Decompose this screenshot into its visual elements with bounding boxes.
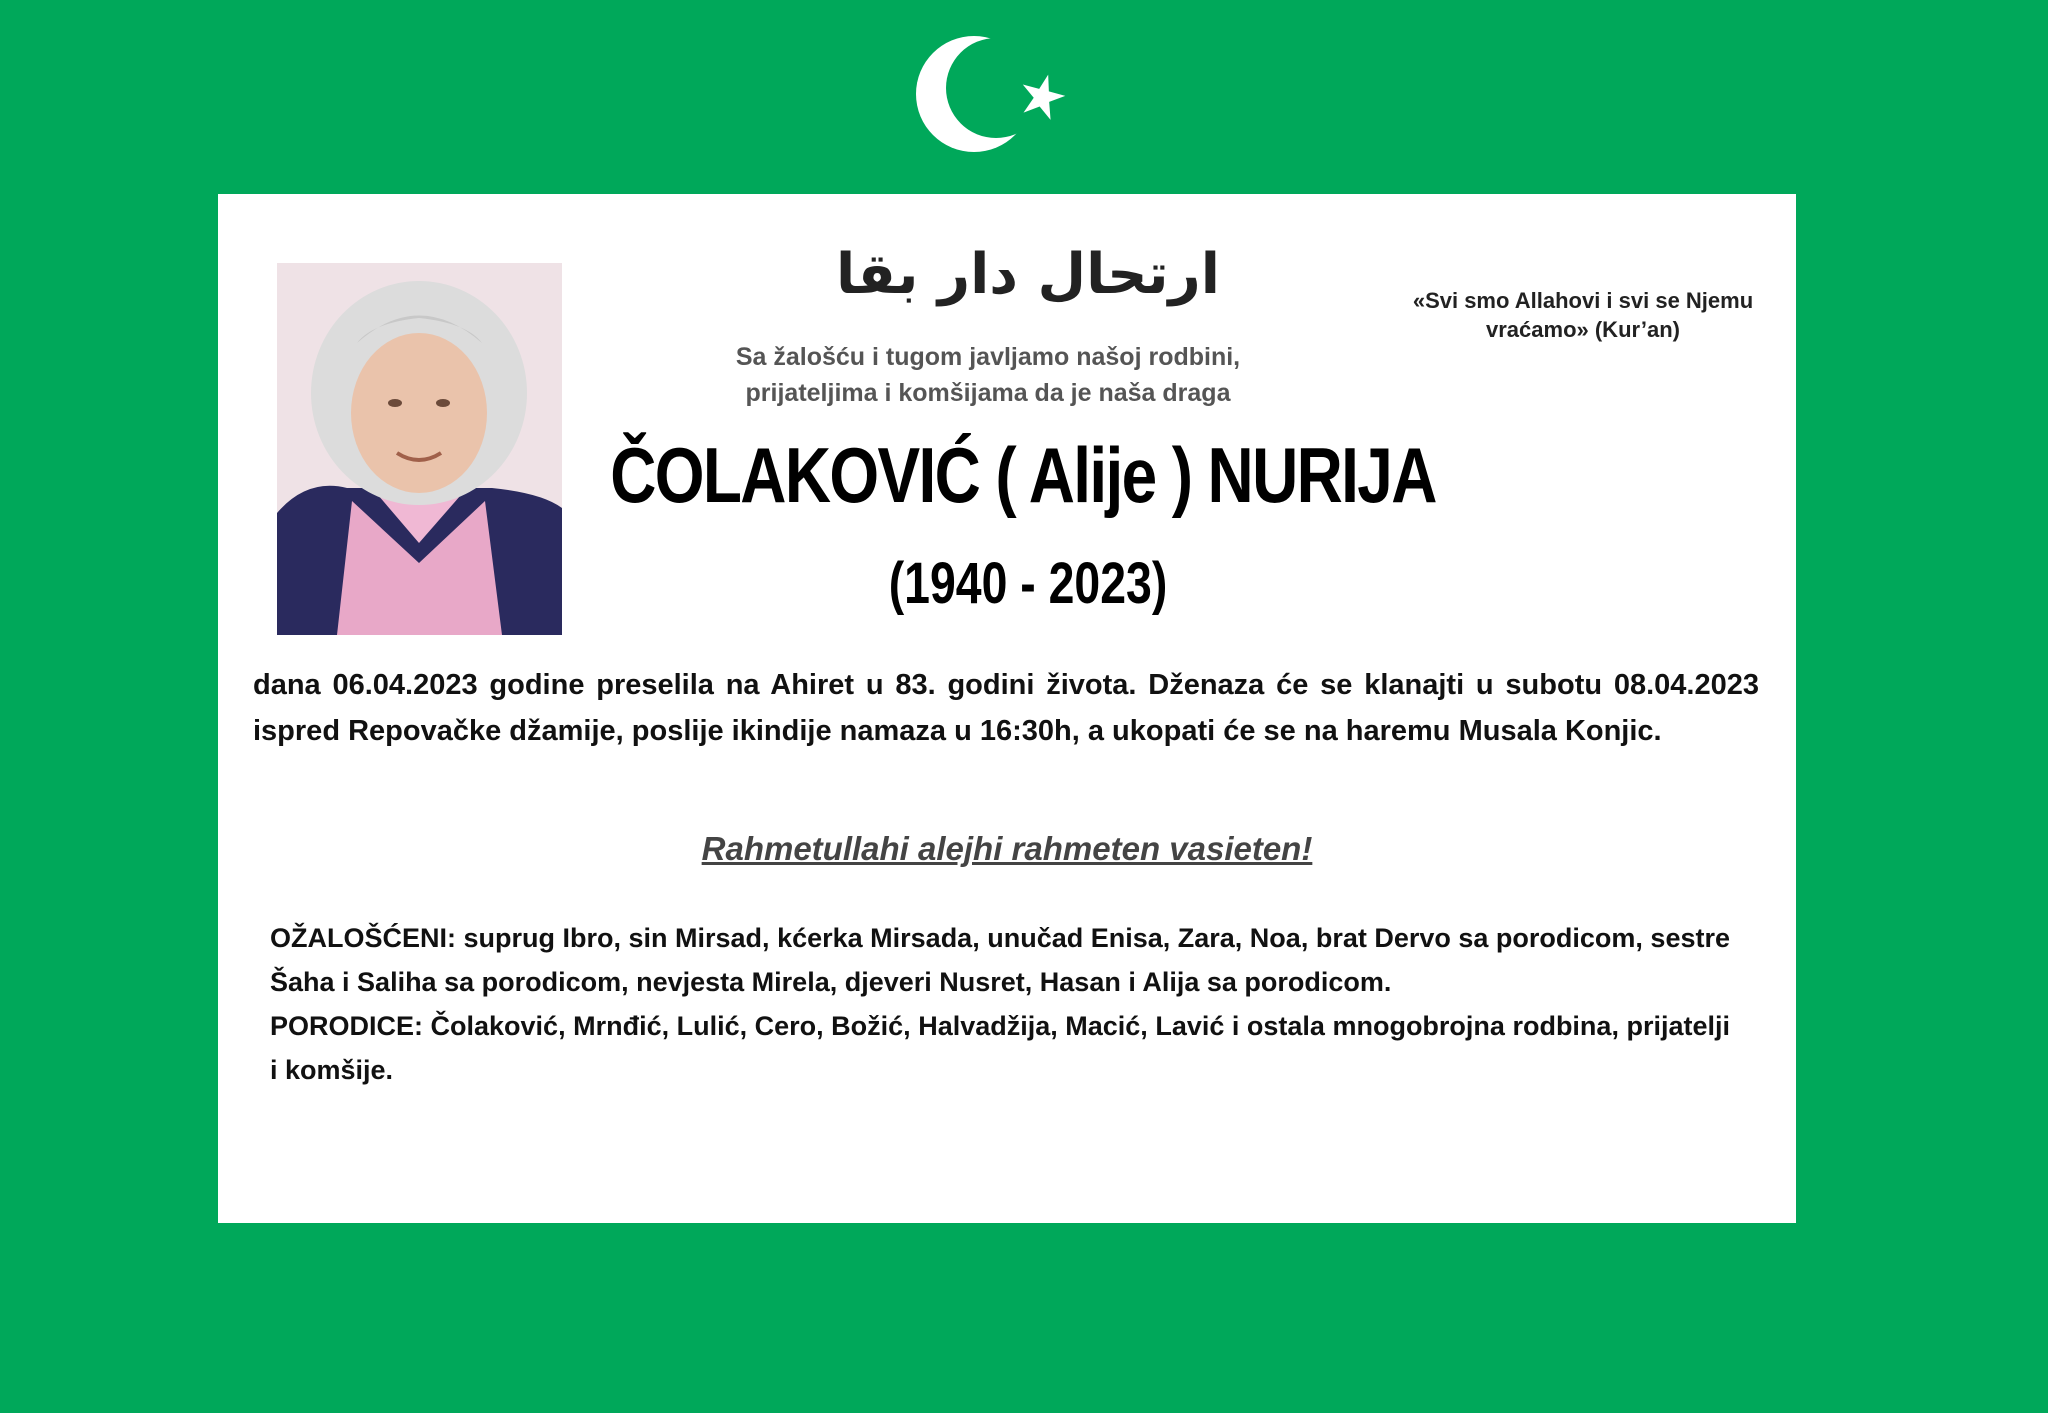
funeral-announcement: dana 06.04.2023 godine preselila na Ahiret u 83. godini života. Dženaza će se klanajti u subotu 08.04.2023 ispred Repovačke džamije, poslije ikindije namaza u 16:30h, a ukopati će se na haremu Musala Konjic. [253,669,1759,747]
families-list: PORODICE: Čolaković, Mrnđić, Lulić, Cero, Božić, Halvadžija, Macić, Lavić i ostala mnogobrojna rodbina, prijatelji i komšije. [270,1011,1730,1085]
deceased-name: ČOLAKOVIĆ ( Alije ) NURIJA [610,431,1436,519]
crescent-star-icon [912,22,1082,172]
mourners-list: OŽALOŠĆENI: suprug Ibro, sin Mirsad, kćerka Mirsada, unučad Enisa, Zara, Noa, brat Dervo sa porodicom, sestre Šaha i Saliha sa porodicom, nevjesta Mirela, djeveri Nusret, Hasan i Alija sa porodicom. [270,923,1730,997]
intro-text [688,339,1288,411]
portrait-photo [277,263,562,635]
svg-text:ارتحال دار بقا: ارتحال دار بقا [836,242,1220,307]
quran-quote: «Svi smo Allahovi i svi se Njemu vraćamo» (Kur’an) [1412,288,1754,342]
mourners-block [270,916,1730,1092]
life-years: (1940 - 2023) [888,551,1168,616]
obituary-card [218,194,1796,1223]
intro-line-1: Sa žalošću i tugom javljamo našoj rodbini, [735,343,1241,371]
intro-line-2: prijateljima i komšijama da je naša draga [745,379,1231,407]
prayer-line: Rahmetullahi alejhi rahmeten vasieten! [701,830,1313,867]
arabic-calligraphy-heading [836,228,1220,318]
